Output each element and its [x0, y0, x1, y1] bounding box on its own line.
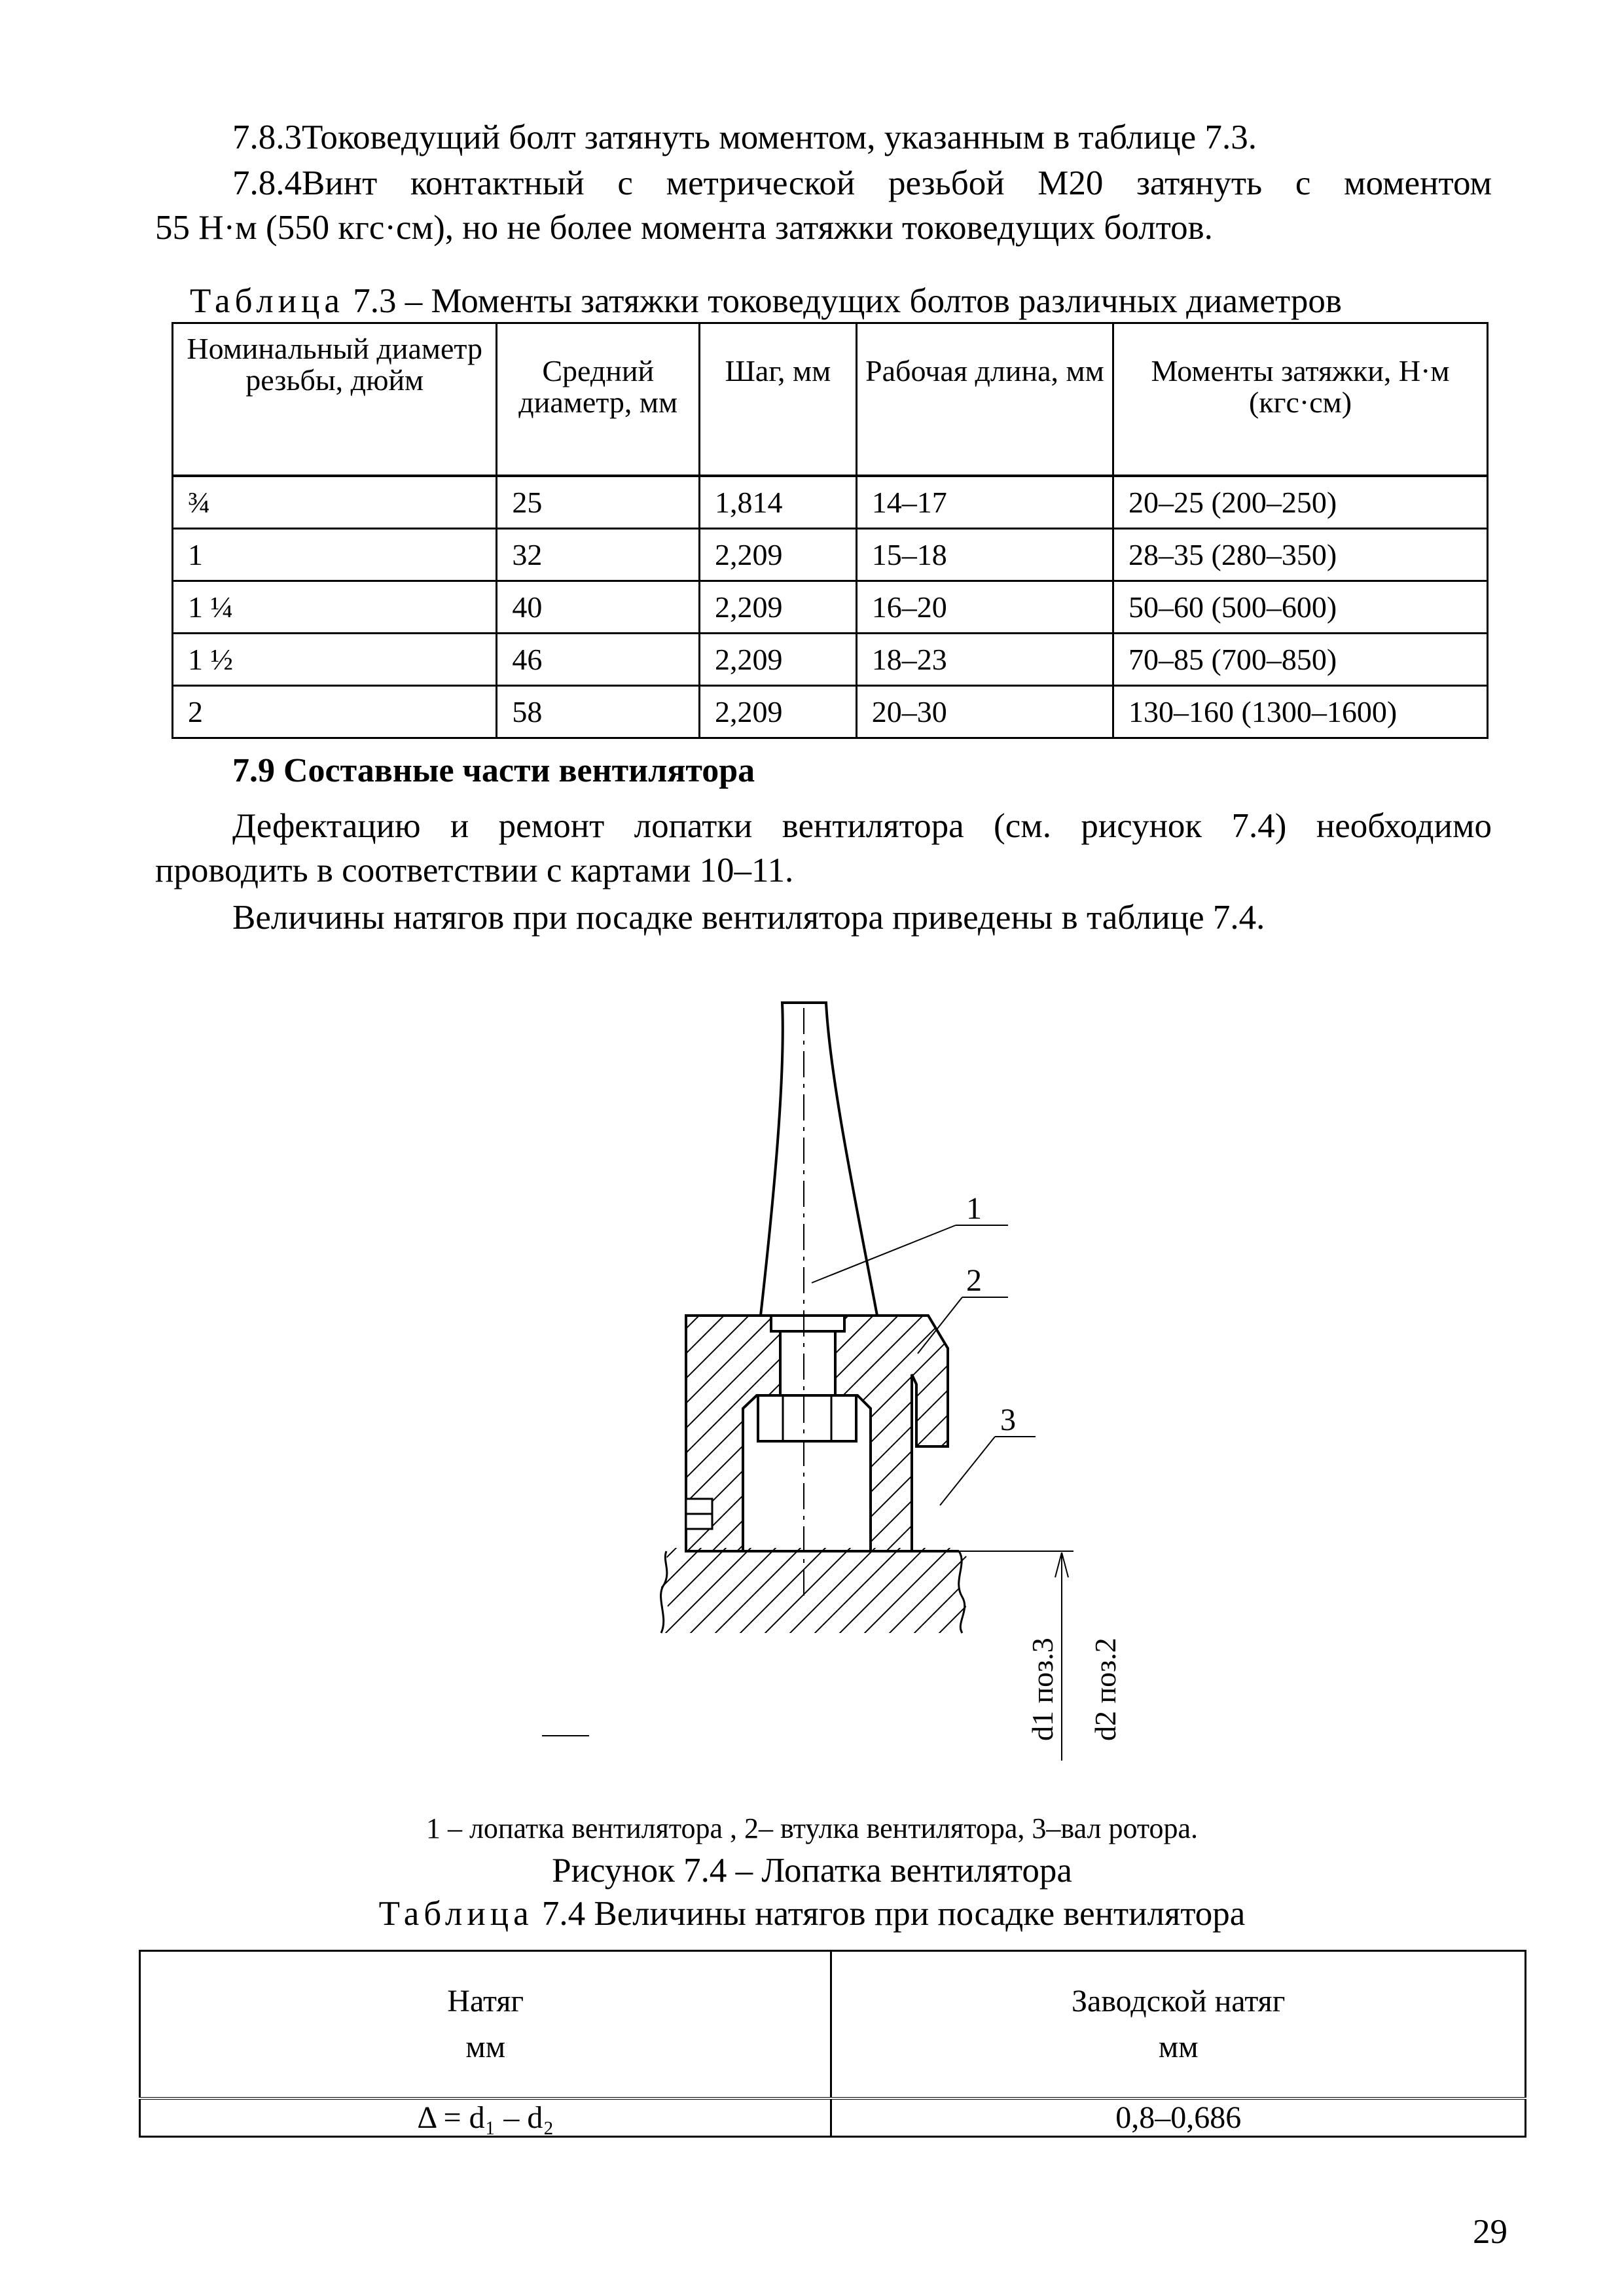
table-cell: 14–17: [856, 476, 1113, 529]
paragraph-7-8-4-line2: 55 Н·м (550 кгс·см), но не более момента затяжки токоведущих болтов.: [155, 209, 1213, 247]
hatch-line: [929, 1309, 1178, 1558]
header-pitch: Шаг, мм: [700, 323, 857, 476]
header-factory-interference: [831, 1951, 1526, 2099]
hatch-line: [787, 1545, 878, 1636]
blade-nut: [758, 1395, 856, 1441]
header-interference: [140, 1951, 831, 2099]
fan-blade: [761, 1003, 877, 1316]
hatch-line: [861, 1545, 953, 1636]
header-torque: Моменты затяжки, Н·м (кгс·см): [1113, 323, 1488, 476]
figure-caption: Рисунок 7.4 – Лопатка вентилятора: [552, 1852, 1072, 1890]
hatch-line: [886, 1545, 978, 1636]
hatch-line: [762, 1545, 854, 1636]
table-cell: 2: [173, 686, 497, 738]
table-cell: ¾: [173, 476, 497, 529]
header-interference-title: Натяг: [447, 1984, 524, 2018]
hatch-line: [737, 1545, 829, 1636]
table-cell: 58: [497, 686, 700, 738]
table-7-3: [171, 322, 1489, 739]
paragraph-7-8-3: 7.8.3Токоведущий болт затянуть моментом, указанным в таблице 7.3.: [232, 118, 1257, 156]
page-number: 29: [1473, 2213, 1507, 2251]
paragraph-7-8-4-line1: 7.8.4Винт контактный с метрической резьбой М20 затянуть с моментом: [232, 164, 1492, 202]
table-7-4: [139, 1950, 1526, 2138]
table-row: [173, 476, 1488, 529]
table-cell: 2,209: [700, 581, 857, 634]
hatch-line: [457, 1309, 706, 1558]
table-cell: 20–30: [856, 686, 1113, 738]
table-cell: 1 ¼: [173, 581, 497, 634]
table-cell: 28–35 (280–350): [1113, 529, 1488, 581]
table-cell: 16–20: [856, 581, 1113, 634]
hatch-line: [961, 1545, 1053, 1636]
table-cell: 40: [497, 581, 700, 634]
header-mean-diameter: Средний диаметр, мм: [497, 323, 700, 476]
hatch-line: [712, 1545, 804, 1636]
section-7-9-paragraph-2: Величины натягов при посадке вентилятора приведены в таблице 7.4.: [232, 899, 1265, 937]
header-interference-unit: мм: [465, 2030, 506, 2064]
table-cell: 1,814: [700, 476, 857, 529]
table-cell: 2,209: [700, 634, 857, 686]
hatch-line: [812, 1545, 903, 1636]
table-row: [173, 634, 1488, 686]
header-working-length: Рабочая длина, мм: [856, 323, 1113, 476]
hatch-line: [911, 1545, 1003, 1636]
hatch-line: [662, 1545, 754, 1636]
table-row: [173, 529, 1488, 581]
table-cell: 1: [173, 529, 497, 581]
section-7-9-paragraph-line2: проводить в соответствии с картами 10–11.: [155, 852, 794, 889]
table-cell-formula: Δ = d₁ – d₂: [140, 2098, 831, 2137]
section-heading-7-9: 7.9 Составные части вентилятора: [232, 752, 755, 789]
table-cell: 15–18: [856, 529, 1113, 581]
shaft-hatching: [563, 1545, 1053, 1636]
hatch-line: [432, 1309, 681, 1558]
table-cell: 32: [497, 529, 700, 581]
table-cell: 46: [497, 634, 700, 686]
table-cell: 25: [497, 476, 700, 529]
hatch-line: [837, 1545, 928, 1636]
table-row: [173, 686, 1488, 738]
blade-neck: [771, 1316, 844, 1331]
callout-3: 3: [1000, 1403, 1016, 1437]
blade-stem: [780, 1331, 835, 1395]
header-nominal-diameter: Номинальный диаметр резьбы, дюйм: [173, 323, 497, 476]
section-7-9-paragraph-line1: Дефектацию и ремонт лопатки вентилятора (см. рисунок 7.4) необходимо: [232, 807, 1492, 845]
dimension-label-d2: d2 поз.2: [1089, 1638, 1122, 1741]
table-cell: 2,209: [700, 686, 857, 738]
hatch-line: [563, 1545, 655, 1636]
table-7-4-caption-label: Таблица: [378, 1895, 533, 1933]
table-7-4-caption-text: 7.4 Величины натягов при посадке вентилятора: [533, 1895, 1246, 1933]
dimension-label-d1: d1 поз.3: [1026, 1638, 1059, 1741]
header-factory-interference-unit: мм: [1158, 2030, 1199, 2064]
hatch-line: [613, 1545, 704, 1636]
table-cell: 2,209: [700, 529, 857, 581]
table-cell: 70–85 (700–850): [1113, 634, 1488, 686]
table-cell: 130–160 (1300–1600): [1113, 686, 1488, 738]
table-header-row: [173, 323, 1488, 476]
table-7-3-caption: [190, 281, 1342, 321]
fan-blade-drawing: [0, 982, 1624, 1806]
table-cell-value: 0,8–0,686: [831, 2098, 1526, 2137]
table-7-3-caption-label: Таблица: [190, 282, 344, 320]
table-cell: 50–60 (500–600): [1113, 581, 1488, 634]
hatch-line: [954, 1309, 1203, 1558]
table-cell: 1 ½: [173, 634, 497, 686]
table-cell: 20–25 (200–250): [1113, 476, 1488, 529]
table-7-3-caption-text: 7.3 – Моменты затяжки токоведущих болтов различных диаметров: [344, 282, 1342, 320]
header-factory-interference-title: Заводской натяг: [1071, 1984, 1286, 2018]
callout-2-leader: [918, 1297, 962, 1354]
hatch-line: [638, 1545, 729, 1636]
hatch-line: [936, 1545, 1028, 1636]
table-header-row: [140, 1951, 1526, 2099]
table-row: [140, 2098, 1526, 2137]
table-cell: 18–23: [856, 634, 1113, 686]
table-row: [173, 581, 1488, 634]
table-7-4-caption: [0, 1894, 1624, 1933]
figure-legend: 1 – лопатка вентилятора , 2– втулка вентилятора, 3–вал ротора.: [425, 1812, 1199, 1844]
callout-2: 2: [966, 1263, 982, 1298]
hatch-line: [687, 1545, 779, 1636]
shaft-break-line-left: [661, 1551, 667, 1633]
callout-1: 1: [966, 1191, 982, 1226]
